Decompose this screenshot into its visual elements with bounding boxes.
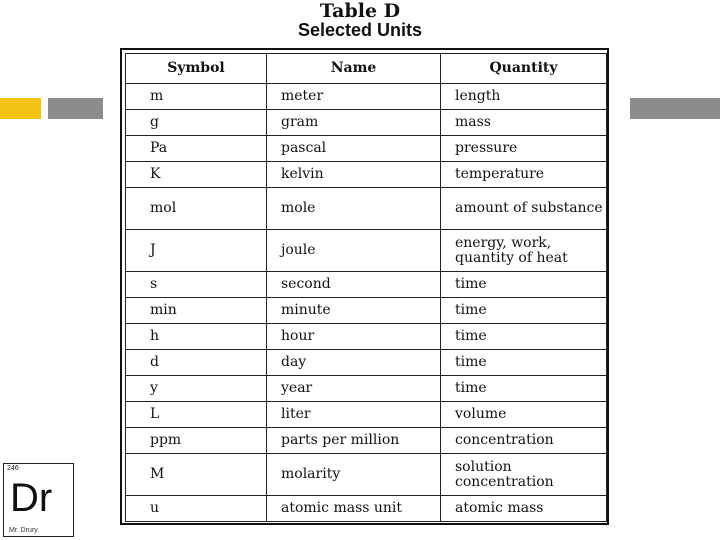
cell-name: hour [267, 324, 441, 350]
cell-quantity: atomic mass [441, 496, 607, 522]
units-table [125, 53, 607, 522]
units-table-frame [120, 48, 609, 525]
table-row [126, 162, 607, 188]
cell-name: atomic mass unit [267, 496, 441, 522]
cell-quantity: pressure [441, 136, 607, 162]
cell-symbol: y [126, 376, 267, 402]
cell-name: gram [267, 110, 441, 136]
cell-symbol: u [126, 496, 267, 522]
cell-symbol: Pa [126, 136, 267, 162]
cell-symbol: h [126, 324, 267, 350]
cell-symbol: d [126, 350, 267, 376]
cell-quantity: length [441, 84, 607, 110]
cell-name: meter [267, 84, 441, 110]
cell-quantity: temperature [441, 162, 607, 188]
table-row [126, 324, 607, 350]
cell-symbol: min [126, 298, 267, 324]
cell-quantity: amount of substance [441, 188, 607, 230]
cell-name: parts per million [267, 428, 441, 454]
cell-name: molarity [267, 454, 441, 496]
cell-name: kelvin [267, 162, 441, 188]
table-row [126, 136, 607, 162]
cell-symbol: L [126, 402, 267, 428]
header-symbol: Symbol [126, 54, 267, 84]
cell-symbol: ppm [126, 428, 267, 454]
accent-bar-gray-left [48, 98, 103, 119]
cell-quantity: time [441, 350, 607, 376]
cell-name: mole [267, 188, 441, 230]
table-row [126, 110, 607, 136]
table-row [126, 230, 607, 272]
cell-quantity: time [441, 298, 607, 324]
cell-symbol: m [126, 84, 267, 110]
cell-symbol: g [126, 110, 267, 136]
table-row [126, 188, 607, 230]
cell-quantity: time [441, 272, 607, 298]
cell-name: second [267, 272, 441, 298]
cell-name: liter [267, 402, 441, 428]
table-row [126, 84, 607, 110]
cell-quantity: mass [441, 110, 607, 136]
cell-quantity: time [441, 324, 607, 350]
logo-symbol: Dr [10, 476, 53, 520]
table-row [126, 402, 607, 428]
element-tile-logo [3, 463, 74, 537]
table-row [126, 350, 607, 376]
table-row [126, 496, 607, 522]
table-subtitle: Selected Units [297, 20, 423, 40]
cell-quantity: time [441, 376, 607, 402]
cell-symbol: K [126, 162, 267, 188]
cell-symbol: mol [126, 188, 267, 230]
accent-bar-yellow [0, 98, 41, 119]
cell-quantity: concentration [441, 428, 607, 454]
cell-symbol: s [126, 272, 267, 298]
cell-quantity: volume [441, 402, 607, 428]
table-row [126, 376, 607, 402]
cell-symbol: J [126, 230, 267, 272]
table-row [126, 454, 607, 496]
header-quantity: Quantity [441, 54, 607, 84]
cell-quantity: energy, work, quantity of heat [441, 230, 607, 272]
cell-name: pascal [267, 136, 441, 162]
accent-bar-gray-right [630, 98, 720, 119]
table-title: Table D [319, 0, 401, 22]
cell-name: year [267, 376, 441, 402]
logo-name: Mr. Drury [9, 527, 38, 534]
table-header-row [126, 54, 607, 84]
logo-number: 246 [7, 465, 19, 472]
table-row [126, 298, 607, 324]
cell-name: joule [267, 230, 441, 272]
table-row [126, 272, 607, 298]
cell-quantity: solution concentration [441, 454, 607, 496]
header-name: Name [267, 54, 441, 84]
cell-symbol: M [126, 454, 267, 496]
table-row [126, 428, 607, 454]
cell-name: day [267, 350, 441, 376]
cell-name: minute [267, 298, 441, 324]
